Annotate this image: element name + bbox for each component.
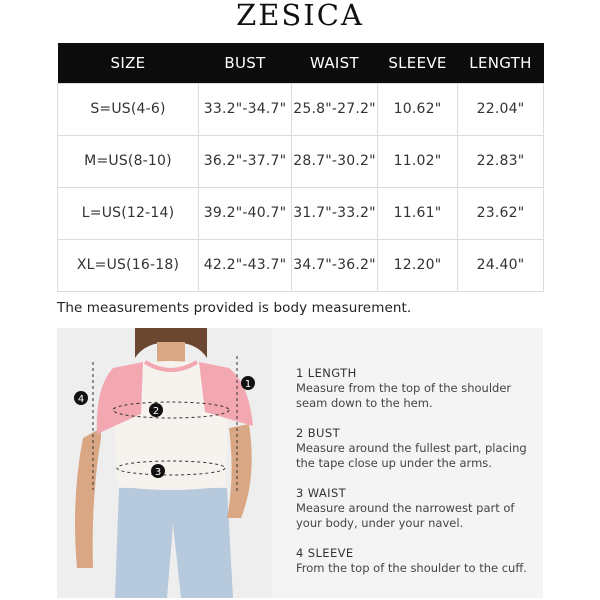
svg-text:4: 4 [77, 394, 85, 405]
bust-cell: 36.2"-37.7" [199, 135, 292, 187]
bust-cell: 42.2"-43.7" [199, 239, 292, 291]
brand-logo: ZESICA [236, 0, 364, 32]
table-row [58, 239, 544, 291]
size-cell: S=US(4-6) [58, 83, 199, 135]
table-row [58, 187, 544, 239]
instruction-desc-line: Measure around the fullest part, placing [296, 441, 527, 455]
header-bust: BUST [199, 43, 292, 83]
model-illustration [57, 328, 272, 598]
sleeve-cell: 11.61" [378, 187, 458, 239]
bust-cell: 39.2"-40.7" [199, 187, 292, 239]
svg-text:1: 1 [244, 379, 252, 390]
length-cell: 23.62" [458, 187, 544, 239]
header-sleeve: SLEEVE [378, 43, 458, 83]
table-row [58, 135, 544, 187]
instruction-desc-line: From the top of the shoulder to the cuff. [296, 561, 527, 575]
instruction-title: 3 WAIST [296, 486, 347, 500]
table-header-row [58, 43, 544, 83]
header-waist: WAIST [292, 43, 378, 83]
instruction-title: 4 SLEEVE [296, 546, 354, 560]
instruction-sleeve [296, 546, 536, 576]
instruction-title: 2 BUST [296, 426, 341, 440]
instruction-title: 1 LENGTH [296, 366, 357, 380]
measurement-instructions [296, 366, 536, 591]
model-photo [57, 328, 272, 598]
size-cell: M=US(8-10) [58, 135, 199, 187]
instruction-desc-line: the tape close up under the arms. [296, 456, 492, 470]
header-size: SIZE [58, 43, 199, 83]
size-chart-table [57, 43, 544, 292]
waist-cell: 34.7"-36.2" [292, 239, 378, 291]
instruction-desc-line: Measure from the top of the shoulder [296, 381, 512, 395]
svg-text:2: 2 [152, 406, 160, 417]
waist-cell: 28.7"-30.2" [292, 135, 378, 187]
instruction-desc-line: Measure around the narrowest part of [296, 501, 515, 515]
sleeve-cell: 11.02" [378, 135, 458, 187]
header-length: LENGTH [458, 43, 544, 83]
instruction-desc-line: seam down to the hem. [296, 396, 433, 410]
sleeve-cell: 10.62" [378, 83, 458, 135]
waist-cell: 25.8"-27.2" [292, 83, 378, 135]
size-cell: XL=US(16-18) [58, 239, 199, 291]
instruction-bust [296, 426, 536, 471]
table-row [58, 83, 544, 135]
waist-cell: 31.7"-33.2" [292, 187, 378, 239]
size-cell: L=US(12-14) [58, 187, 199, 239]
measurement-note: The measurements provided is body measurement. [57, 300, 412, 316]
instruction-length [296, 366, 536, 411]
measurement-guide-panel [57, 328, 543, 598]
sleeve-cell: 12.20" [378, 239, 458, 291]
length-cell: 22.04" [458, 83, 544, 135]
length-cell: 24.40" [458, 239, 544, 291]
instruction-desc-line: your body, under your navel. [296, 516, 464, 530]
svg-text:3: 3 [154, 467, 162, 478]
bust-cell: 33.2"-34.7" [199, 83, 292, 135]
length-cell: 22.83" [458, 135, 544, 187]
instruction-waist [296, 486, 536, 531]
